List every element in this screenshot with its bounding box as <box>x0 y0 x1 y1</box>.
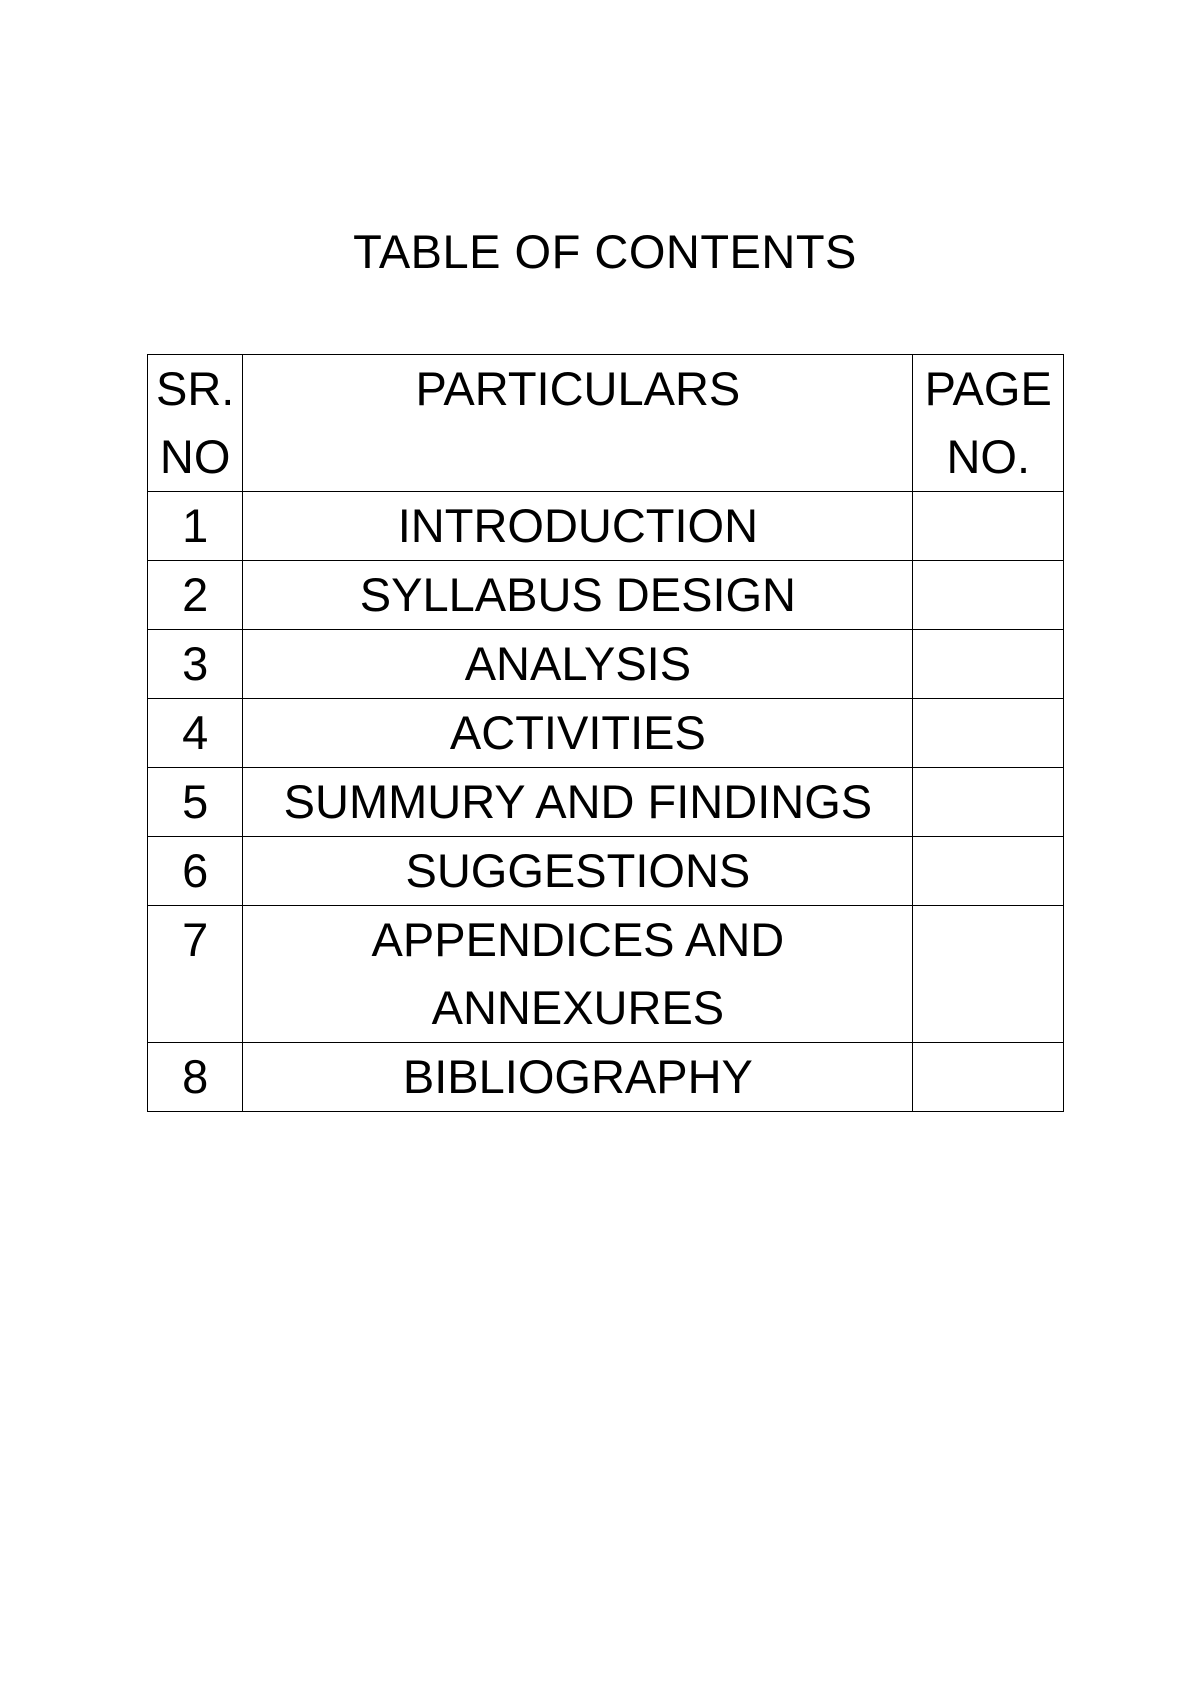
row-sr-number: 4 <box>148 699 243 768</box>
table-row <box>148 768 1064 837</box>
table-row <box>148 837 1064 906</box>
header-sr-no <box>148 355 243 492</box>
table-row <box>148 492 1064 561</box>
row-particulars <box>243 837 913 906</box>
table-header-row <box>148 355 1064 492</box>
row-particulars-line: ANALYSIS <box>464 637 692 690</box>
header-page-no-line: PAGE <box>924 362 1052 415</box>
page-title: TABLE OF CONTENTS <box>353 225 857 278</box>
row-particulars-line: INTRODUCTION <box>397 499 759 552</box>
row-sr-number: 5 <box>148 768 243 837</box>
header-particulars <box>243 355 913 492</box>
row-particulars-line: APPENDICES AND <box>371 913 785 966</box>
row-page-number <box>913 492 1064 561</box>
header-sr-no-line: NO <box>159 430 231 483</box>
row-sr-number: 7 <box>148 906 243 1043</box>
row-sr-number: 3 <box>148 630 243 699</box>
row-page-number <box>913 837 1064 906</box>
row-particulars <box>243 699 913 768</box>
row-particulars-line: SUMMURY AND FINDINGS <box>283 775 873 828</box>
row-page-number <box>913 630 1064 699</box>
row-sr-number: 1 <box>148 492 243 561</box>
header-particulars-label: PARTICULARS <box>415 362 741 415</box>
row-page-number <box>913 906 1064 1043</box>
header-sr-no-line: SR. <box>155 362 235 415</box>
row-page-number <box>913 1043 1064 1112</box>
row-particulars-line: BIBLIOGRAPHY <box>402 1050 753 1103</box>
row-particulars <box>243 768 913 837</box>
row-particulars-line: ANNEXURES <box>431 981 725 1034</box>
row-particulars <box>243 630 913 699</box>
row-sr-number: 8 <box>148 1043 243 1112</box>
table-row <box>148 699 1064 768</box>
table-row <box>148 906 1064 1043</box>
row-particulars-line: ACTIVITIES <box>449 706 706 759</box>
header-page-no <box>913 355 1064 492</box>
header-page-no-line: NO. <box>946 430 1031 483</box>
row-particulars <box>243 492 913 561</box>
table-row <box>148 630 1064 699</box>
table-row <box>148 1043 1064 1112</box>
row-sr-number: 2 <box>148 561 243 630</box>
row-page-number <box>913 561 1064 630</box>
row-page-number <box>913 699 1064 768</box>
table-row <box>148 561 1064 630</box>
row-particulars <box>243 1043 913 1112</box>
row-particulars-line: SYLLABUS DESIGN <box>359 568 796 621</box>
row-particulars-line: SUGGESTIONS <box>405 844 751 897</box>
row-particulars <box>243 906 913 1043</box>
row-sr-number: 6 <box>148 837 243 906</box>
contents-table <box>147 354 1064 1112</box>
row-page-number <box>913 768 1064 837</box>
table-body <box>148 492 1064 1112</box>
row-particulars <box>243 561 913 630</box>
